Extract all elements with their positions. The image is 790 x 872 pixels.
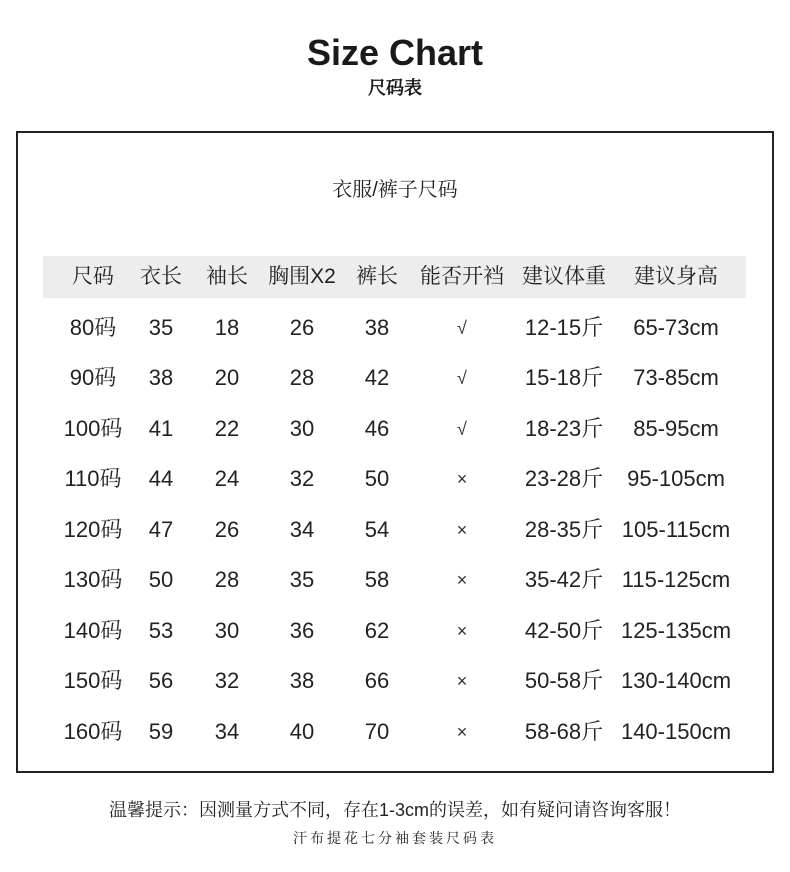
weight-cell: 58-68斤: [524, 718, 604, 744]
open-crotch-cell: ×: [456, 519, 468, 540]
pants-length-cell: 58: [364, 567, 390, 593]
sleeve-length-cell: 24: [214, 466, 240, 492]
sleeve-length-cell: 28: [214, 567, 240, 593]
table-header-row: [43, 256, 746, 298]
top-length-cell: 59: [148, 718, 174, 744]
size-cell: 100码: [63, 415, 123, 441]
top-length-cell: 35: [148, 314, 174, 340]
top-length-cell: 56: [148, 668, 174, 694]
table-row: [43, 404, 746, 455]
column-header-height: 建议身高: [634, 265, 718, 288]
chest-cell: 38: [289, 668, 315, 694]
open-crotch-cell: √: [457, 368, 467, 389]
size-cell: 90码: [69, 365, 117, 391]
size-cell: 150码: [63, 668, 123, 694]
measurement-note: 温馨提示：因测量方式不同，存在1-3cm的误差，如有疑问请咨询客服！: [108, 800, 681, 820]
open-crotch-cell: ×: [456, 570, 468, 591]
size-table-frame: [16, 131, 774, 773]
chest-cell: 35: [289, 567, 315, 593]
open-crotch-cell: ×: [456, 671, 468, 692]
top-length-cell: 47: [148, 516, 174, 542]
pants-length-cell: 50: [364, 466, 390, 492]
weight-cell: 23-28斤: [524, 466, 604, 492]
height-cell: 85-95cm: [633, 415, 719, 441]
table-row: [43, 555, 746, 606]
table-caption: 衣服/裤子尺码: [332, 179, 458, 201]
size-cell: 80码: [69, 314, 117, 340]
column-header-top-length: 衣长: [140, 265, 182, 288]
sleeve-length-cell: 20: [214, 365, 240, 391]
pants-length-cell: 62: [364, 617, 390, 643]
open-crotch-cell: ×: [456, 721, 468, 742]
size-cell: 160码: [63, 718, 123, 744]
sleeve-length-cell: 22: [214, 415, 240, 441]
top-length-cell: 41: [148, 415, 174, 441]
height-cell: 125-135cm: [620, 617, 732, 643]
top-length-cell: 53: [148, 617, 174, 643]
chest-cell: 30: [289, 415, 315, 441]
weight-cell: 15-18斤: [524, 365, 604, 391]
pants-length-cell: 46: [364, 415, 390, 441]
table-row: [43, 707, 746, 758]
table-row: [43, 454, 746, 505]
height-cell: 115-125cm: [621, 567, 731, 593]
height-cell: 140-150cm: [620, 718, 732, 744]
weight-cell: 28-35斤: [524, 516, 604, 542]
weight-cell: 50-58斤: [524, 668, 604, 694]
top-length-cell: 38: [148, 365, 174, 391]
chest-cell: 40: [289, 718, 315, 744]
sleeve-length-cell: 32: [214, 668, 240, 694]
chest-cell: 36: [289, 617, 315, 643]
sleeve-length-cell: 26: [214, 516, 240, 542]
open-crotch-cell: ×: [456, 620, 468, 641]
height-cell: 95-105cm: [627, 466, 725, 492]
sleeve-length-cell: 34: [214, 718, 240, 744]
column-header-sleeve-length: 袖长: [206, 265, 248, 288]
column-header-pants-length: 裤长: [356, 265, 398, 288]
size-cell: 140码: [63, 617, 123, 643]
weight-cell: 42-50斤: [524, 617, 604, 643]
open-crotch-cell: ×: [456, 469, 468, 490]
height-cell: 73-85cm: [633, 365, 719, 391]
page-subtitle: 尺码表: [368, 78, 422, 98]
height-cell: 105-115cm: [621, 516, 731, 542]
pants-length-cell: 66: [364, 668, 390, 694]
table-row: [43, 656, 746, 707]
chest-cell: 28: [289, 365, 315, 391]
top-length-cell: 44: [148, 466, 174, 492]
top-length-cell: 50: [148, 567, 174, 593]
table-row: [43, 606, 746, 657]
pants-length-cell: 54: [364, 516, 390, 542]
table-row: [43, 353, 746, 404]
size-cell: 130码: [63, 567, 123, 593]
pants-length-cell: 70: [364, 718, 390, 744]
weight-cell: 35-42斤: [524, 567, 604, 593]
open-crotch-cell: √: [457, 317, 467, 338]
open-crotch-cell: √: [457, 418, 467, 439]
pants-length-cell: 42: [364, 365, 390, 391]
pants-length-cell: 38: [364, 314, 390, 340]
chest-cell: 34: [289, 516, 315, 542]
table-body: [43, 303, 746, 758]
column-header-weight: 建议体重: [522, 265, 606, 288]
size-cell: 110码: [64, 466, 122, 492]
table-row: [43, 505, 746, 556]
weight-cell: 12-15斤: [524, 314, 604, 340]
column-header-chest: 胸围X2: [268, 265, 336, 288]
height-cell: 130-140cm: [620, 668, 732, 694]
sleeve-length-cell: 30: [214, 617, 240, 643]
height-cell: 65-73cm: [633, 314, 719, 340]
table-row: [43, 303, 746, 354]
column-header-open-crotch: 能否开裆: [420, 265, 504, 288]
page-title: Size Chart: [306, 32, 484, 73]
product-name: 汗布提花七分袖套装尺码表: [293, 831, 497, 847]
size-cell: 120码: [63, 516, 123, 542]
sleeve-length-cell: 18: [214, 314, 240, 340]
weight-cell: 18-23斤: [524, 415, 604, 441]
column-header-size: 尺码: [72, 265, 114, 288]
chest-cell: 32: [289, 466, 315, 492]
chest-cell: 26: [289, 314, 315, 340]
